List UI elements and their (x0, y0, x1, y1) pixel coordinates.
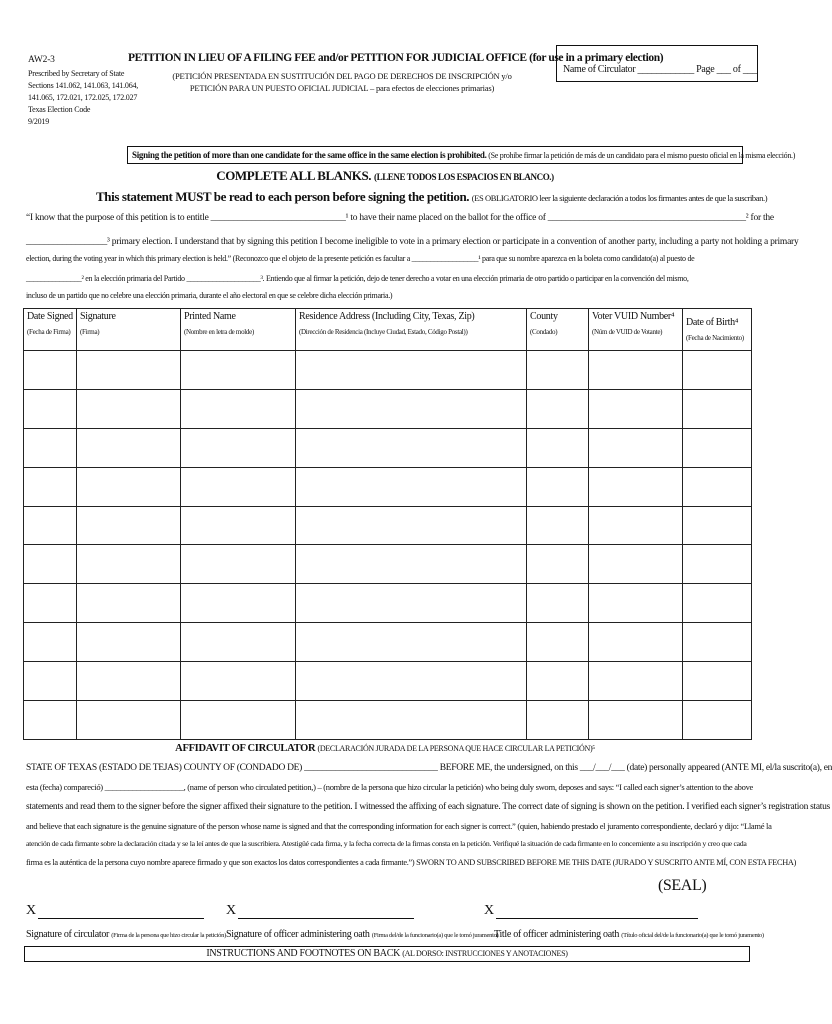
table-cell[interactable] (589, 623, 683, 662)
table-row (24, 467, 752, 506)
table-cell[interactable] (77, 545, 181, 584)
table-cell[interactable] (181, 545, 296, 584)
col-date-signed: Date Signed (Fecha de Firma) (24, 309, 77, 351)
table-cell[interactable] (181, 467, 296, 506)
affidavit-line-5: atención de cada firmante sobre la declaración citada y se la leí antes de que la suscribiera. Atestigüé cada firma, y la fecha correcta de la firmas consta en la petición. Verifiqué la situación de cada firmante en lo concerniente a su inscripción y creo que cada (26, 839, 747, 848)
table-cell[interactable] (589, 467, 683, 506)
instructions-text: INSTRUCTIONS AND FOOTNOTES ON BACK (206, 948, 401, 959)
table-cell[interactable] (527, 545, 589, 584)
instructions-footer (24, 946, 750, 962)
complete-all-blanks (0, 168, 770, 184)
form-id: AW2-3 (28, 55, 55, 65)
prohibition-text-es: (Se prohibe firmar la petición de más de un candidato para el mismo puesto oficial en la misma elección.) (488, 151, 796, 160)
table-cell[interactable] (296, 701, 527, 740)
signature-label-circulator: Signature of circulator (Firma de la persona que hizo circular la petición) (26, 929, 226, 940)
statement-line-1: “I know that the purpose of this petition is to entitle ______________________________¹ to have their name placed on the ballot for the office of ____________________________________________² for the (26, 213, 774, 223)
table-cell[interactable] (527, 584, 589, 623)
col-signature: Signature (Firma) (77, 309, 181, 351)
table-header-row (24, 309, 752, 351)
col-vuid: Voter VUID Number⁴ (Núm de VUID de Votante) (589, 309, 683, 351)
table-row (24, 389, 752, 428)
table-cell[interactable] (181, 506, 296, 545)
table-cell[interactable] (24, 389, 77, 428)
table-cell[interactable] (181, 389, 296, 428)
statement-line-3: election, during the voting year in which this primary election is held.” (Reconozco que el objeto de la presente petición es facultar a __________________¹ para que su nombre aparezca en la boleta como candidato(a) al puesto de (26, 254, 695, 263)
table-cell[interactable] (683, 506, 752, 545)
table-cell[interactable] (589, 545, 683, 584)
subtitle-line-1: (PETICIÓN PRESENTADA EN SUSTITUCIÓN DEL PAGO DE DERECHOS DE INSCRIPCIÓN y/o (172, 71, 512, 81)
affidavit-title (0, 743, 770, 754)
table-cell[interactable] (181, 623, 296, 662)
table-cell[interactable] (683, 467, 752, 506)
subtitle-line-2: PETICIÓN PARA UN PUESTO OFICIAL JUDICIAL – para efectos de elecciones primarias) (189, 83, 495, 93)
table-cell[interactable] (527, 389, 589, 428)
table-cell[interactable] (77, 467, 181, 506)
statement-line-2: __________________³ primary election. I understand that by signing this petition I become ineligible to vote in a primary election or participate in a convention of another party, including a party not holding a primary (26, 237, 799, 247)
signature-x-title: X (484, 903, 495, 918)
col-printed-name: Printed Name (Nombre en letra de molde) (181, 309, 296, 351)
affidavit-line-6: firma es la auténtica de la persona cuyo nombre aparece firmado y que son exactos los datos correspondientes a cada firmante.”) SWORN TO AND SUBSCRIBED BEFORE ME THIS DATE (JURADO Y SUSCRITO ANTE MÍ, CON ESTA FECHA) (26, 858, 797, 867)
statement-line-4: _______________² en la elección primaria del Partido ____________________³. Entiendo que al firmar la petición, dejo de tener derecho a votar en una elección primaria de otro partido o participar en la convención del mismo, (26, 274, 689, 283)
table-cell[interactable] (296, 662, 527, 701)
table-cell[interactable] (683, 701, 752, 740)
table-cell[interactable] (24, 467, 77, 506)
affidavit-line-4: and believe that each signature is the genuine signature of the person whose name is signed and that the corresponding information for each signer is correct.” (quien, habiendo prestado el juramento correspondiente, declaró y dijo: “Llamé la (26, 821, 772, 831)
signature-label-officer: Signature of officer administering oath (Firma del/de la funcionario(a) que le tomó juramento) (226, 929, 499, 940)
election-code: Texas Election Code (28, 105, 91, 114)
signature-x-officer: X (226, 903, 237, 918)
signature-line-title[interactable] (496, 918, 698, 919)
table-cell[interactable] (683, 351, 752, 390)
col-date-of-birth: Date of Birth⁴ (Fecha de Nacimiento) (683, 309, 752, 351)
table-row (24, 662, 752, 701)
table-cell[interactable] (296, 545, 527, 584)
table-cell[interactable] (181, 584, 296, 623)
signature-table (23, 308, 752, 740)
prohibition-notice (127, 146, 796, 164)
table-cell[interactable] (181, 701, 296, 740)
circulator-field-label: Name of Circulator ____________ Page ___ of ___ (563, 64, 757, 75)
table-cell[interactable] (296, 467, 527, 506)
table-cell[interactable] (24, 623, 77, 662)
table-cell[interactable] (181, 662, 296, 701)
table-cell[interactable] (77, 506, 181, 545)
table-cell[interactable] (683, 428, 752, 467)
affidavit-line-2: esta (fecha) compareció) ____________________, (name of person who circulated petition,) – (nombre de la persona que hizo circular la petición) who being duly sworn, deposes and says: “I called each signer’s attention to the above (26, 782, 753, 792)
table-cell[interactable] (527, 467, 589, 506)
sections-line-1: Sections 141.062, 141.063, 141.064, (28, 81, 139, 90)
table-row (24, 545, 752, 584)
page-title: PETITION IN LIEU OF A FILING FEE and/or PETITION FOR JUDICIAL OFFICE (for use in a primary election) (128, 52, 664, 64)
table-cell[interactable] (181, 351, 296, 390)
affidavit-title-es: (DECLARACIÓN JURADA DE LA PERSONA QUE HACE CIRCULAR LA PETICIÓN)⁵ (317, 744, 595, 753)
table-cell[interactable] (589, 662, 683, 701)
table-cell[interactable] (527, 701, 589, 740)
table-cell[interactable] (77, 351, 181, 390)
table-cell[interactable] (589, 389, 683, 428)
table-cell[interactable] (24, 428, 77, 467)
circulator-box[interactable] (556, 45, 758, 82)
statement-heading-text: This statement MUST be read to each person before signing the petition. (96, 189, 470, 204)
table-cell[interactable] (24, 545, 77, 584)
table-cell[interactable] (77, 428, 181, 467)
table-cell[interactable] (296, 584, 527, 623)
table-cell[interactable] (589, 428, 683, 467)
table-cell[interactable] (24, 584, 77, 623)
statement-line-5: incluso de un partido que no celebre una elección primaria, durante el año electoral en que se celebre dicha elección primaria.) (26, 291, 393, 300)
table-cell[interactable] (589, 506, 683, 545)
table-cell[interactable] (77, 389, 181, 428)
col-county: County (Condado) (527, 309, 589, 351)
affidavit-line-3: statements and read them to the signer before the signer affixed their signature to the petition. I witnessed the affixing of each signature. The correct date of signing is shown on the petition. I verified each signer’s registration status (26, 802, 830, 812)
signature-line-officer[interactable] (238, 918, 414, 919)
instructions-text-es: (AL DORSO: INSTRUCCIONES Y ANOTACIONES) (402, 949, 568, 958)
sections-line-2: 141.065, 172.021, 172.025, 172.027 (28, 93, 138, 102)
table-cell[interactable] (527, 428, 589, 467)
table-cell[interactable] (527, 623, 589, 662)
seal-label: (SEAL) (658, 877, 707, 894)
table-cell[interactable] (24, 662, 77, 701)
table-cell[interactable] (683, 662, 752, 701)
statement-heading-es: (ES OBLIGATORIO leer la siguiente declaración a todos los firmantes antes de que la suscriban.) (471, 193, 768, 203)
col-residence-address: Residence Address (Including City, Texas, Zip) (Dirección de Residencia (Incluye Ciudad, Estado, Código Postal)) (296, 309, 527, 351)
table-cell[interactable] (527, 662, 589, 701)
table-cell[interactable] (683, 389, 752, 428)
table-cell[interactable] (589, 351, 683, 390)
prohibition-text: Signing the petition of more than one candidate for the same office in the same election is prohibited. (132, 150, 487, 160)
table-row (24, 701, 752, 740)
table-cell[interactable] (296, 389, 527, 428)
table-cell[interactable] (24, 506, 77, 545)
form-date: 9/2019 (28, 117, 50, 126)
table-row (24, 351, 752, 390)
table-cell[interactable] (589, 701, 683, 740)
signature-line-circulator[interactable] (38, 918, 204, 919)
table-cell[interactable] (77, 584, 181, 623)
signature-x-circulator: X (26, 903, 37, 918)
signature-label-title: Title of officer administering oath (Título oficial del/de la funcionario(a) que le tomó juramento) (494, 929, 764, 940)
table-cell[interactable] (683, 545, 752, 584)
table-cell[interactable] (683, 623, 752, 662)
table-cell[interactable] (527, 506, 589, 545)
affidavit-line-1: STATE OF TEXAS (ESTADO DE TEJAS) COUNTY OF (CONDADO DE) ______________________________ BEFORE ME, the undersigned, on this ___/___/___ (date) personally appeared (ANTE MI, el/la suscrito(a), en (26, 763, 832, 773)
prescribed-by: Prescribed by Secretary of State (28, 69, 125, 78)
table-cell[interactable] (181, 428, 296, 467)
affidavit-title-text: AFFIDAVIT OF CIRCULATOR (175, 743, 316, 754)
table-cell[interactable] (77, 701, 181, 740)
table-cell[interactable] (527, 351, 589, 390)
complete-text: COMPLETE ALL BLANKS. (216, 168, 372, 183)
table-row (24, 584, 752, 623)
complete-text-es: (LLENE TODOS LOS ESPACIOS EN BLANCO.) (374, 172, 554, 182)
table-row (24, 428, 752, 467)
table-cell[interactable] (296, 428, 527, 467)
form-sidebar-info (28, 54, 139, 128)
table-cell[interactable] (589, 584, 683, 623)
table-row (24, 506, 752, 545)
table-cell[interactable] (296, 351, 527, 390)
table-cell[interactable] (77, 623, 181, 662)
table-cell[interactable] (683, 584, 752, 623)
table-cell[interactable] (296, 506, 527, 545)
table-row (24, 623, 752, 662)
table-cell[interactable] (77, 662, 181, 701)
table-cell[interactable] (296, 623, 527, 662)
table-cell[interactable] (24, 351, 77, 390)
table-cell[interactable] (24, 701, 77, 740)
statement-heading (96, 189, 767, 205)
